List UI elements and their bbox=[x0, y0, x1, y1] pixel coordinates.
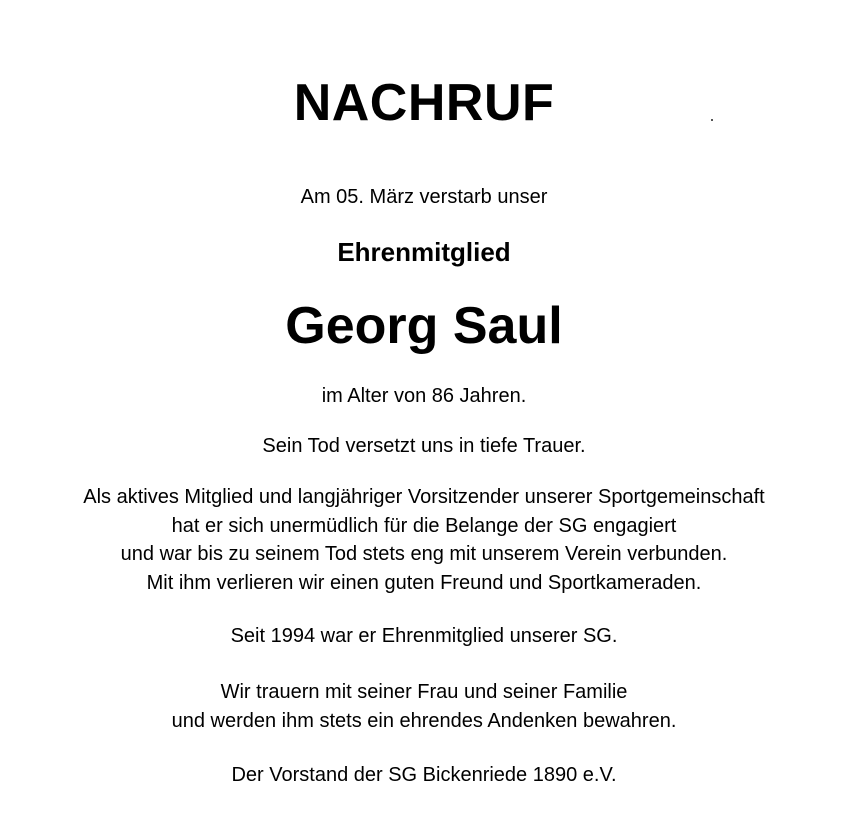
tribute-line: und war bis zu seinem Tod stets eng mit unserem Verein verbunden. bbox=[120, 543, 728, 565]
tribute-paragraph bbox=[0, 483, 848, 597]
stray-dot bbox=[711, 119, 713, 121]
deceased-name: Georg Saul bbox=[285, 297, 563, 355]
tribute-line: Als aktives Mitglied und langjähriger Vorsitzender unserer Sportgemeinschaft bbox=[83, 486, 765, 508]
condolence-line: Wir trauern mit seiner Frau und seiner Familie bbox=[220, 681, 628, 703]
sorrow-text: Sein Tod versetzt uns in tiefe Trauer. bbox=[262, 435, 586, 457]
intro-text: Am 05. März verstarb unser bbox=[300, 186, 548, 208]
member-role: Ehrenmitglied bbox=[337, 237, 511, 267]
notice-title: NACHRUF bbox=[293, 74, 555, 132]
condolence-line: und werden ihm stets ein ehrendes Andenken bewahren. bbox=[171, 709, 677, 732]
signature-text: Der Vorstand der SG Bickenriede 1890 e.V. bbox=[231, 764, 617, 786]
age-text: im Alter von 86 Jahren. bbox=[321, 385, 527, 407]
tribute-line: Mit ihm verlieren wir einen guten Freund und Sportkameraden. bbox=[146, 571, 702, 594]
condolence-paragraph bbox=[0, 678, 848, 735]
tribute-line: hat er sich unermüdlich für die Belange der SG engagiert bbox=[171, 514, 677, 537]
honor-text: Seit 1994 war er Ehrenmitglied unserer SG. bbox=[230, 625, 618, 647]
